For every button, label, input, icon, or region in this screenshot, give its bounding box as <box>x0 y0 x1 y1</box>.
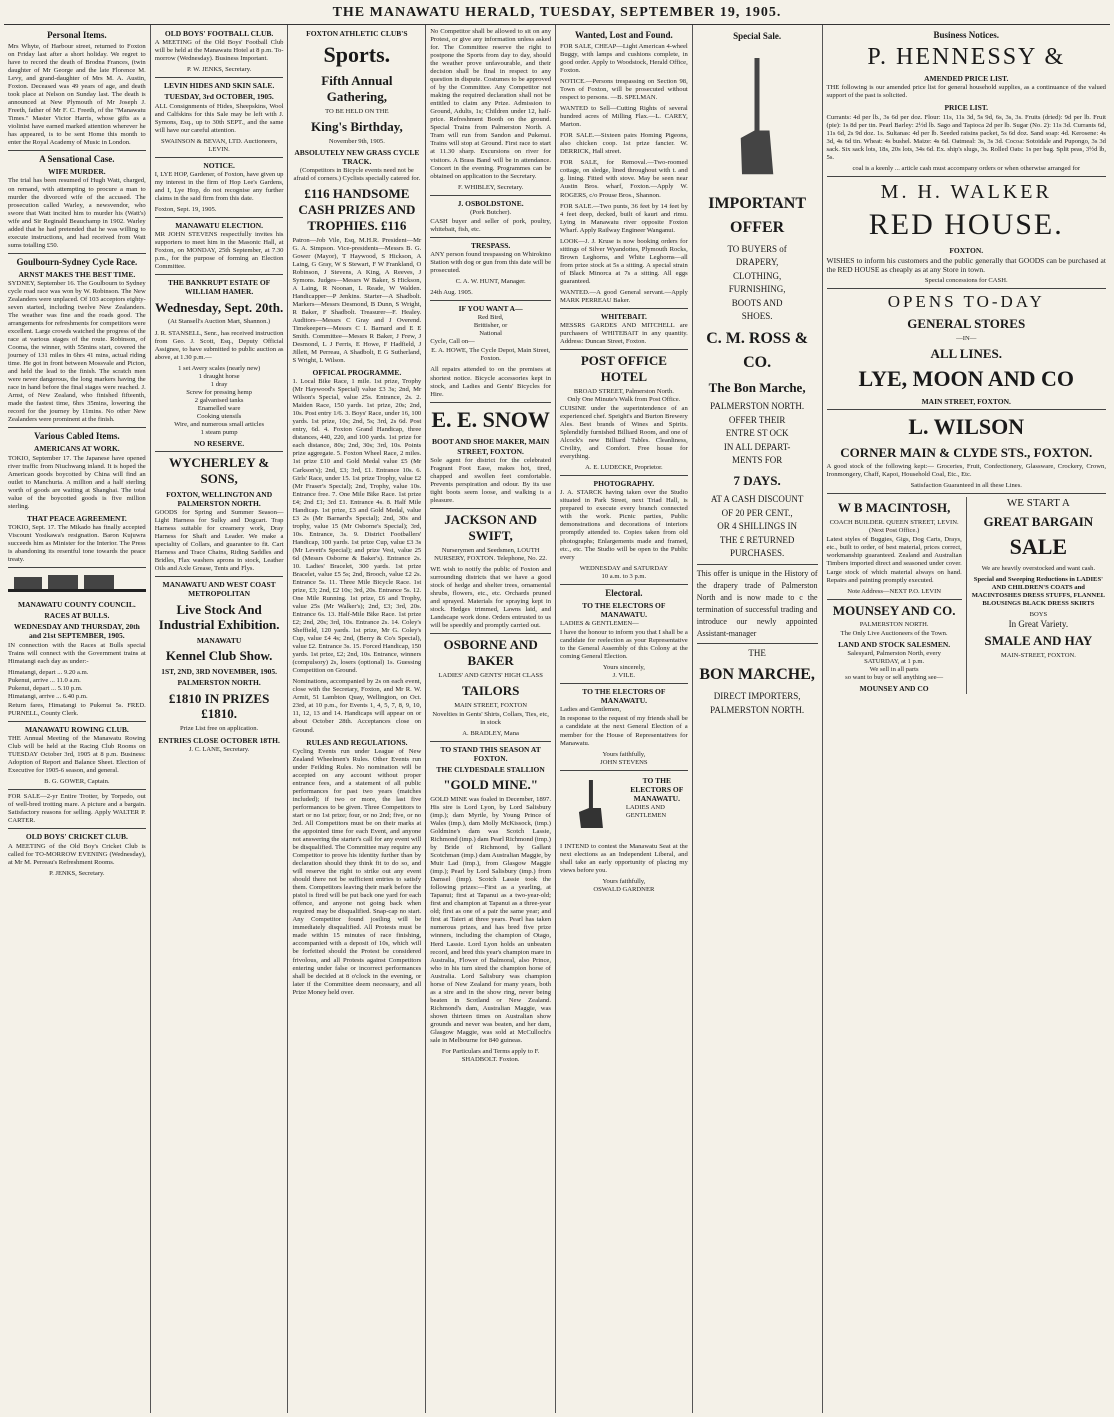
wanted-heading: Wanted, Lost and Found. <box>574 30 673 40</box>
offer2-line: IN ALL DEPART- <box>723 441 791 452</box>
rowing-signature: B. G. GOWER, Captain. <box>44 778 110 786</box>
gold-mine-heading: "GOLD MINE." <box>443 777 538 793</box>
gardner-heading: TO THE ELECTORS OF MANAWATU. <box>630 775 684 803</box>
hennessy-heading: P. HENNESSY & <box>867 43 1066 70</box>
bon-marche: The Bon Marche, <box>708 379 806 395</box>
walker-foxton: FOXTON. <box>949 245 984 255</box>
osboldstone-heading: J. OSBOLDSTONE. <box>457 198 524 208</box>
flax-ad: WANTED to Sell—Cutting Rights of several hundred acres of Milling Flax.—L. CAREY, Marton. <box>560 105 688 129</box>
bike-brand: National <box>479 330 502 338</box>
auction-item: 1 steam pump <box>200 428 238 436</box>
offer-line: TO BUYERS of <box>727 243 787 254</box>
palmerston-2: PALMERSTON NORTH. <box>710 704 805 715</box>
variety: In Great Variety. <box>1008 618 1069 629</box>
kruse-ad: LOOK—J. J. Kruse is now booking orders for sittings of Silver Wyandottes, Plymouth Rocks, Brown Leghorns, and White Leghorns—all from prize stock at 5s a sitting. A special strain of Black Minorca at 7s a sitting. All eggs guaranteed. <box>560 237 688 285</box>
competitors-note: (Competitors in Bicycle events need not be afraid of corners.) Cyclists specially catered for. <box>293 166 421 182</box>
punts-ad: FOR SALE.—Two punts, 36 feet by 14 feet by 4 feet deep, decked, built of kauri and rimu. Lying in Manawatu river opposite Foxton Wharf. Apply Railway Engineer Wanganui. <box>560 202 688 234</box>
osboldstone-text: CASH buyer and seller of pork, poultry, whitebait, fish, etc. <box>430 217 551 233</box>
races-text: IN connection with the Races at Bulls special Trains will connect with the Government trains at Himatangi each day as under:- <box>8 641 146 665</box>
hotel-walk: Only One Minute's Walk from Post Office. <box>567 395 681 403</box>
cycle-title: Goulbourn-Sydney Cycle Race. <box>16 256 138 267</box>
trespass-text: ANY person found trespassing on Whirokino Station with dog or gun from this date will be prosecuted. <box>430 251 551 275</box>
bradley-signature: A. BRADLEY, Mana <box>462 729 519 737</box>
vile-heading: TO THE ELECTORS OF MANAWATU. <box>582 600 666 619</box>
americans-text: TOKIO, September 17. The Japanese have opened river traffic from Niuchwang inland. It is hoped the American goods boycotted by China will find an outlet to Manchuria. A million and a half sterling worth of goods are waiting at Shanghai. The total value of the boycotted goods is five million sterling. <box>8 454 146 510</box>
return-fares: Return fares, Himatangi to Pukenui 5s. FRED. PURNELL, County Clerk. <box>8 701 146 717</box>
auction-item: 1 dray <box>210 380 228 388</box>
football-signature: P. W. JENKS, Secretary. <box>186 66 252 74</box>
offer-line: BOOTS AND <box>731 297 783 308</box>
seven-days: 7 DAYS. <box>733 472 781 488</box>
auction-item: Screw for pressing hemp <box>186 388 252 396</box>
stevens-close: Yours faithfully, <box>602 750 646 758</box>
notice-heading: NOTICE. <box>203 160 235 170</box>
discount-line: OF 20 PER CENT., <box>721 507 793 518</box>
osborne-heading: OSBORNE AND BAKER <box>443 636 538 668</box>
red-house-heading: RED HOUSE. <box>868 208 1064 242</box>
notice-ad: NOTICE.—Persons trespassing on Section 98, Town of Foxton, will be prosecuted without respect to persons. —B. SPELMAN. <box>560 78 688 102</box>
wife-murder-heading: WIFE MURDER. <box>48 167 106 177</box>
macintosh-heading: W B MACINTOSH, <box>837 500 951 516</box>
cricket-text: A MEETING of the Old Boy's Cricket Club is called for TO-MORROW EVENING (Wednesday), at Mr M. Perreau's Refreshment Rooms. <box>8 842 146 866</box>
kennel-dates: 1ST, 2ND, 3RD NOVEMBER, 1905. <box>161 667 277 677</box>
rules-continued: No Competitor shall be allowed to sit on any Protest, or give any information unless asked for. The Committee reserve the right to postpone the Sports from day to day, should the weather prove unfavourable, and their decision shall be final in respect to any question in dispute. Costumes to be approved of by the Committee. Any Competitor not making the required declaration shall not be entitled to claim any Prize. Admission to Ground, Adults, 1s; Children under 12, half-price. Refreshment Booth on the ground. Special Trains from Palmerston North. A Tram will run from Sandon and Pukenui. Trains will stop at Ground. First race to start at 11.30 sharp. Excursions on river for visitors. A Brass Band will be in attendance. Concert in the evening. Programmes can be obtained on application to the Secretary. <box>430 28 551 180</box>
live-stock-heading: Live Stock And Industrial Exhibition. <box>158 601 280 633</box>
fifth-gathering: Fifth Annual Gathering, <box>321 72 393 104</box>
terms: For Particulars and Terms apply to F. SHADBOLT. Foxton. <box>441 1047 540 1063</box>
notice-text: I, LYE HOP, Gardener, of Foxton, have given up my interest in the firm of Hop Lee's Gardens, and I, Lye Hop, do not recognise any further claims in the said firm from this date. <box>154 170 284 202</box>
boot-maker: BOOT AND SHOE MAKER, MAIN STREET, FOXTON. <box>432 437 550 456</box>
photo-hours: 10 a.m. to 3 p.m. <box>601 572 647 580</box>
auction-item: 2 galvanised tanks <box>194 396 244 404</box>
overstocked: We are heavily overstocked and want cash. <box>981 564 1096 572</box>
column-3 <box>288 25 426 1413</box>
hunt-signature: C. A. W. HUNT, Manager. <box>455 278 526 286</box>
lye-address: MAIN STREET, FOXTON. <box>921 396 1011 406</box>
gardner-greeting: LADIES AND GENTLEMEN <box>625 804 667 820</box>
columns <box>4 25 1110 1413</box>
satisfaction: Satisfaction Guaranteed in all these Lines. <box>910 482 1022 490</box>
pointing-hand-icon <box>560 778 622 838</box>
column-1 <box>4 25 151 1413</box>
kings-birthday: King's Birthday, <box>310 118 403 134</box>
sports-date: November 9th, 1905. <box>328 137 385 145</box>
walker-text: WISHES to inform his customers and the public generally that GOODS can be purchased at the RED HOUSE as cheaply as at any Store in town. <box>826 255 1106 275</box>
servant-ad: WANTED.—A good General servant.—Apply MARK PERREAU Baker. <box>560 288 688 304</box>
wilson-corner: CORNER MAIN & CLYDE STS., FOXTON. <box>840 444 1093 460</box>
prizes: £1810 IN PRIZES £1810. <box>168 690 270 722</box>
sensational-title: A Sensational Case. <box>39 154 115 165</box>
cycle-call: Cycle, Call on— <box>430 338 475 346</box>
rules-text: Cycling Events run under League of New Zealand Wheelmen's Rules. Other Events run under Feilding Rules. No nomination will be accepted on any account without proper entrance fees, and a statement of all public performances for past two years (matches included); if two or more, the last five performances to be given. Three Competitors to start or no 1st prize; four, or no 2nd; five, or no 3rd. All Competitors must be on their marks at the appointed time for each Event, and anyone not answering the starter's call for any event will be disqualified. The Committee may require any Competitor to prove his identity further than by declaration should they think fit to do so, and will reserve the right to strike out any event should there not be sufficient entries to satisfy them. Competitors leaving their mark before the pistol is fired will be put back one yard for each offence, and anyone not going back when required may be disqualified. Snap-cap no start. Any Competitor found jostling will be immediately disqualified. All Protests must be made within 15 minutes of race finishing, accompanied with a deposit of 10s, which will be forfeited should the Protest be considered frivolous, and all Protests against Competitors entering under false or incorrect performances shall be decided at 8 o'clock in the evening, or later if the Committee deem necessary, and all Prize Money held over. <box>292 747 422 996</box>
auction-item: 1 set Avery scales (nearly new) <box>178 364 261 372</box>
bike-brand: Brittisher, or <box>473 322 508 330</box>
kennel-heading: Kennel Club Show. <box>165 648 273 664</box>
races-heading: RACES AT BULLS. <box>44 611 110 621</box>
vile-greeting: LADIES & GENTLEMEN— <box>560 619 639 627</box>
pork-butcher: (Pork Butcher). <box>470 208 512 216</box>
programme-text: 1. Local Bike Race, 1 mile. 1st prize, Trophy (Mr Haywood's Special) value £3 3s; 2nd, Mr Wilson's Special, value 25s. Entrance, 2s. 2. Maiden Race, 150 yards. 1st prize, 20s; 2nd, 10s. Post entry 1/6. 3. Boys' Race, under 16, 100 yards. 1st prize, 10s; 2nd, 5s; 3rd, 2s 6d. Post entry, 6d. 4. Foxton Grand Handicap, three distances, 440, 220, and 100 yards. 1st prize for each distance, 80s; 2nd, 30s; 3rd, 10s. Points prize aggregate. 5. Foxton Wheel Race, 2 miles. 1st prize £10 and Gold Medal value £5 (Mr Carkson's); 2nd, £3; 3rd, £1. Entrance 10s. 6. Girls' Race, under 15. 1st prize Trophy, value £2 (Mr Fraser's Special); 2nd, Trophy, value 10s. Entrance free. 7. One Mile Bike Race. 1st prize £4; 2nd £1; 3rd £1. Entrance 4s. 8. Half Mile Handicap. 1st prize, £3 and Gold Medal, value £3 2s (Mr Barnard's Special); 2nd, 30s and trophy, value 15 (Mr Osborne's Special); 3rd, 10s. Entrance, 3s. 9. District Footballers' Handicap, 100 yards. 1st prize Cup, value £3 3s (Mr Levett's Special); and prize Vest, value 25 6d (Messrs Osborne & Baker's). Entrance 2s. 10. Ladies' Bracelet, 300 yards. 1st prize Bracelet, value £5 5s; 2nd, Brooch, value £2 2s. Entrance 5s. 11. Three Mile Bicycle Race. 1st prize, £3; 2nd, £2 10s; 3rd, 20s. Entrance 5s. 12. One Mile Running. 1st prize, £6 and Trophy, value 25s (Mr Walker's); 2nd, £3; 3rd, 20s. Entrance 6s. 13. Half-Mile Bike Race. 1st prize £2; 2nd, 20s; 3rd, 10s. Entrance 2s. 14. Coley's Sheffield, 120 yards. 1st prize, Mr G. Coley's Cup, value £4 4s; 2nd, (Berry & Co's Special), value £2. Entrance 3s. 15. Forced Handicap, 150 yards. 1st prize, £2; 2nd, 10s. Entrance, winners (compulsory) 2s, losers (optional) 1s. Guessing Competition on Ground. <box>292 378 422 675</box>
important-offer: IMPORTANT OFFER <box>708 194 807 236</box>
bike-brand: Red Bird, <box>477 314 504 322</box>
discount-line: AT A CASH DISCOUNT <box>710 494 804 504</box>
races-dates: WEDNESDAY AND THURSDAY, 20th and 21st SEPTEMBER, 1905. <box>13 622 140 641</box>
held-on: TO BE HELD ON THE <box>325 107 389 115</box>
ludecke-signature: A. E. LUDECKE, Proprietor. <box>585 464 663 472</box>
boys: BOYS <box>1029 610 1048 618</box>
levin-heading: LEVIN HIDES AND SKIN SALE. <box>163 81 275 91</box>
smale-heading: SMALE AND HAY <box>984 632 1093 648</box>
smale-address: MAIN-STREET, FOXTON. <box>1000 651 1076 659</box>
track-note: ABSOLUTELY NEW GRASS CYCLE TRACK. <box>294 147 420 166</box>
macintosh-text: Latest styles of Buggies, Gigs, Dog Carts, Drays, etc., built to order, of best material, prices correct, workmanship guaranteed. Zealand and Australian Timbers imported direct and seasoned under cover. Large stock of which material always on hand. Repairs and painting promptly executed. <box>826 536 962 584</box>
time-row: Himatangi, depart ... 9.20 a.m. <box>8 668 89 676</box>
stevens-signature: JOHN STEVENS <box>600 758 648 766</box>
salesyard: Salesyard, Palmerston North, every <box>847 649 941 657</box>
offer2-line: OFFER THEIR <box>728 414 786 425</box>
hennessy-text: THE following is our amended price list for general household supplies, as a continuance of the valued support of the past is solicited. <box>826 84 1106 100</box>
auction-item: Enamelled ware <box>197 404 241 412</box>
kennel-town: PALMERSTON NORTH. <box>177 678 261 688</box>
programme-heading: OFFICAL PROGRAMME. <box>312 368 402 378</box>
pointing-hand-icon <box>732 48 782 188</box>
vile-text: I have the honour to inform you that I shall be a candidate for reelection as your Representative to the General Assembly of this Colony at the coming General Election. <box>560 628 688 661</box>
cottage-ad: FOR SALE, for Removal.—Two-roomed cottage, on sledge, lined throughout with t. and g. lining. Fitted with stove. May be seen near Austin Bros. wharf, Foxton.—Apply W. ROGERS, c/o Prouse Bros., Shannon. <box>560 159 688 199</box>
cricket-signature: P. JENKS, Secretary. <box>49 869 105 877</box>
cricket-heading: OLD BOYS' CRICKET CLUB. <box>25 832 128 842</box>
snow-text: Sole agent for district for the celebrated Fragrant Foot Ease, makes hot, tired, chapped and swollen feet comfortable. Prevents perspiration and odour. By its use tight boots seem loose, and walking is a pleasure. <box>430 456 551 504</box>
stallion-heading: THE CLYDESDALE STALLION <box>436 764 545 774</box>
great-bargain: GREAT BARGAIN <box>983 513 1094 529</box>
buy-sell: so want to buy or sell anything see— <box>845 673 944 681</box>
general-stores: GENERAL STORES <box>907 315 1026 331</box>
jackson-heading: JACKSON AND SWIFT, <box>444 511 538 543</box>
levin-text: ALL Consignments of Hides, Sheepskins, Wool and Calfskins for this Sale may be left with J. Symons, Esq., up to 30th SEPT., and the same will have our careful attention. <box>154 102 284 134</box>
bon-marche-2: BON MARCHE, <box>699 666 815 683</box>
stevens-heading: TO THE ELECTORS OF MANAWATU. <box>582 687 666 706</box>
cycle-subheading: ARNST MAKES THE BEST TIME. <box>18 269 136 279</box>
stansell-text: J. R. STANSELL, Senr., has received instruction from Geo. J. Scott, Esq., Deputy Official Assignee, to have submitted to public auction as above, at 1.30 p.m.— <box>154 329 284 361</box>
bankrupt-place: (At Stansell's Auction Mart, Shannon.) <box>167 318 271 326</box>
auction-items <box>155 365 284 437</box>
offer2-line: ENTRE ST OCK <box>725 428 789 438</box>
land-stock: LAND AND STOCK SALESMEN. <box>838 639 951 649</box>
bottom-ads <box>827 497 1106 693</box>
time-row: Pukenui, depart ... 5.10 p.m. <box>8 684 83 692</box>
palmerston: PALMERSTON NORTH. <box>710 401 805 411</box>
howe-address: E. A. HOWE, The Cycle Depot, Main Street, Foxton. <box>431 347 551 363</box>
time-row: Pukenui, arrive ... 11.0 a.m. <box>8 676 81 684</box>
pigeons-ad: FOR SALE.—Sixteen pairs Homing Pigeons, also chicken coop. 1st prize fancier. W. DERRICK, Hall street. <box>560 132 688 156</box>
nominations: Nominations, accompanied by 2s on each event, close with the Secretary, Foxton, and Mr R. W. Armit, 51 Lambton Quay, Wellington, on Oct. 23rd, at 10 p.m., for Events 1, 4, 5, 7, 8, 9, 10, 11, 12, 13 and 14. Handicaps will appear on or about October 28th. Acceptances close on Ground. <box>292 678 422 734</box>
mounsey-town: PALMERSTON NORTH. <box>859 621 929 629</box>
election-heading: MANAWATU ELECTION. <box>175 221 263 231</box>
americans-heading: AMERICANS AT WORK. <box>34 444 120 454</box>
offer2-line: MENTS FOR <box>732 455 783 465</box>
column-7 <box>823 25 1110 1413</box>
business-heading: Business Notices. <box>933 30 999 40</box>
officers: Patron—Job Vile, Esq, M.H.R. President—Mr G. A. Simpson. Vice-presidents—Messrs B. G. Gower (Mayor), T Haywood, S Hickson, A Laing, G Gray, W S Stewart, F W Frankland, O Robinson, J Stevens, A King, A Reeves, J Symons. Judges—Messrs W Baker, S Hickson, A Laing, R Noonan, L Reade, W Walden. Handicapper—P Jenkins. Starter—A Shadbolt. Markers—Messrs Desmond, B Dunn, S Wright, R Baker, F Shadbolt. Treasurer—F. Healey. Auditors—Messrs C Gray and J Overend. Timekeepers—Messrs C I. Barnard and E E Smith. Committee—Messrs R Baker, J Frew, J Desmond, L J Ferris, E Howe, F Hadfield, J Jillett, M Perreau, A Shadbolt, E G Sutherland, S Wright, L Wilson. <box>292 236 422 364</box>
peace-heading: THAT PEACE AGREEMENT. <box>26 513 127 523</box>
levin-date: TUESDAY, 3rd OCTOBER, 1905. <box>164 92 274 102</box>
right-ads <box>966 497 1106 693</box>
direct-importers: DIRECT IMPORTERS, <box>713 691 801 701</box>
notice-date: Foxton, Sept. 19, 1905. <box>154 206 217 213</box>
whitebait-heading: WHITEBAIT. <box>600 311 647 321</box>
left-ads <box>827 497 962 693</box>
start-a: WE START A <box>1006 497 1070 510</box>
column-2 <box>151 25 289 1413</box>
bike-list <box>430 314 551 338</box>
auction-item: 1 draught horse <box>198 372 240 380</box>
prize-list: Prize List free on application. <box>180 725 259 733</box>
murder-text: The trial has been resumed of Hugh Watt, charged, on remand, with attempting to procure a man to murder the divorced wife of the accused. The prosecution called Warley, a newsvendor, who swore that Watt incited him to murder his (Watt's) wife and Sir Reginald Beauchamp in 1902. Warley added that he had pretended that he was willing to execute instructions, and had received from Watt sums totalling £50. <box>8 177 146 249</box>
athletic-heading: FOXTON ATHLETIC CLUB'S <box>306 29 408 38</box>
time-row: Himatangi, arrive ... 6.40 p.m. <box>8 692 88 700</box>
wycherley-text: GOODS for Spring and Summer Season— Light Harness for Sulky and Dogcart. Trap Harness suitable for creamery work, Dray Harness for Shaft and Leader. We make a speciality of Collars, and guarantee to fit. Cart Harness and Trace Chains, Riding Saddles and Bridles, Flax washers aprons in stock, Leather Oils and Axle Grease, Tents and Flys. <box>154 509 284 573</box>
discount-line: PURCHASES. <box>729 548 785 558</box>
amended-heading: AMENDED PRICE LIST. <box>924 74 1009 84</box>
whibley-signature: F. WHIBLEY, Secretary. <box>457 183 524 191</box>
no-reserve: NO RESERVE. <box>194 438 245 448</box>
offer-line: SHOES. <box>741 311 773 321</box>
wycherley-heading: WYCHERLEY & SONS, <box>168 455 270 486</box>
auction-item: Cooking utensils <box>196 412 242 420</box>
whitebait-text: MESSRS GARDES AND MITCHELL are purchasers of WHITEBAIT in any quantity. Address: Duncan Street, Foxton. <box>560 322 688 346</box>
hotel-address: BROAD STREET, Palmerston North. <box>573 387 674 395</box>
jackson-text: WE wish to notify the public of Foxton and surrounding districts that we have a good stock of hedge and shelter trees, ornamental shrubs, flowers, etc., etc. Orchards pruned and sprayed. Materials for spraying kept in stock. Hedges trimmed, Lawns laid, and Landscape work done. Orders entrusted to us will be speedily and promptly carried out. <box>430 565 551 629</box>
offer-line: DRAPERY, <box>735 257 779 267</box>
opens-today: OPENS TO-DAY <box>887 292 1045 312</box>
election-text: MR JOHN STEVENS respectfully invites his supporters to meet him in the Masonic Hall, at Foxton, on MONDAY, 25th September, at 7.30 p.m., for the purpose of forming an Election Committee. <box>154 231 284 271</box>
stallion-text: GOLD MINE was foaled in December, 1897. His sire is Lord Lyon, by Lord Salisbury (imp.); dam Myrtle, by Young Prince of Wales (imp.), dam Molly McKissock, (imp.) Goldmine's dam was Scotch Lassie, Richmond (imp.) dam Pearl Richmond (imp.) by Bride of Richmond, by Gallant Scotchman (imp.) dam Australian Maggie, by Muir Lad (imp.), from Glasgow Maggie (imp.); Pearl by Lord Salisbury (imp.) from Damsel (imp). Scotch Lassie took the following prizes:—First as a yearling, at Tapanui; first at Tapanui as a two-year-old; first and champion at Tapanui as a three-year old; first as one of a pair the same year; and first at Taieri at three years. Pearl has taken numerous prizes, and has bred five prize winners, including the champion of Otago, Herd Lassie. Lord Lyon holds an unbeaten record, and bred this year's champion mare in Australia, Flower of Balmoral, also Prince, who in his turn sired the champion horse of Australia. Lord Salisbury was champion horse of New Zealand for many years, both as a sire and in the show ring, never being beaten in Scotland or New Zealand. Richmond's dam, Australian Maggie, was shown thirteen times on Australian show grounds and never was beaten, and her dam, Glasgow Maggie, was sold at McCulloch's sale in Melbourne for 840 guineas. <box>430 795 551 1044</box>
council-heading: MANAWATU COUNTY COUNCIL. <box>18 600 136 610</box>
kennel-signature: J. C. LANE, Secretary. <box>188 746 250 754</box>
wilson-text: A good stock of the following kept:— Groceries, Fruit, Confectionery, Glassware, Crockery, Crown, Ironmongery, Chaff, Kapoi, Household Coal, Etc., Etc. <box>826 463 1106 479</box>
offer-line: CLOTHING, <box>733 270 782 281</box>
unique-offer: This offer is unique in the History of the drapery trade of Palmerston North and is now made to c the termination of successful trading and introduce our newly appointed Assistant-manager <box>696 568 818 638</box>
the-label: THE <box>748 647 766 658</box>
macintosh-sub: COACH BUILDER. QUEEN STREET, LEVIN. (Next Post Office.) <box>829 519 959 535</box>
sale-heading: SALE <box>1009 533 1068 559</box>
sports-heading: Sports. <box>323 42 391 68</box>
gardner-signature: OSWALD GARDNER <box>593 885 655 893</box>
hunt-date: 24th Aug. 1905. <box>430 289 473 297</box>
column-5 <box>556 25 693 1413</box>
tailors-heading: TAILORS <box>461 682 520 698</box>
repairs-text: All repairs attended to on the premises at shortest notice. Bicycle accessories kept in stock, and Ladies and Gents' Bicycles for Hire. <box>430 366 551 398</box>
stevens-greeting: Ladies and Gentlemen, <box>560 706 621 714</box>
photo-text: J. A. STARCK having taken over the Studio situated in Park Street, next Triad Hall, is prepared to execute every branch connected with the work. Picnic parties, Public demonstrations and decorations of interiors promptly attended to. Copies taken from old photographs; Enlargements made and framed, etc., etc. The Studio will be open to the Public every <box>560 489 688 561</box>
macintosh-address: Note Address—NEXT P.O. LEVIN <box>847 587 942 595</box>
football-heading: OLD BOYS' FOOTBALL CLUB. <box>164 29 274 38</box>
electoral-heading: Electoral. <box>605 587 643 598</box>
photo-heading: PHOTOGRAPHY. <box>593 479 655 489</box>
in-label: —IN— <box>956 334 977 342</box>
coal-note: coal is a keenly ... article cash must accompany orders or when otherwise arranged for <box>852 164 1081 172</box>
discount-line: THE £ RETURNED <box>719 534 795 545</box>
levin-signature: SWAINSON & BEVAN, LTD. Auctioneers, LEVIN. <box>160 137 278 153</box>
saturday: SATURDAY, at 1 p.m. <box>864 657 925 665</box>
rowing-text: THE Annual Meeting of the Manawatu Rowing Club will be held at the Racing Club Rooms on TUESDAY October 3rd, 1905 at 8 p.m. Business: Adoption of Report and Balance Sheet. Election of Executive for 1905-6 season, and general. <box>8 735 146 775</box>
special-sale-heading: Special Sale. <box>733 31 782 41</box>
cycle-text: SYDNEY, September 16. The Goulbourn to Sydney cycle road race was won by W. Robinson. The New Zealanders were unplaced. Of 103 acceptors eighty-seven started, including twelve New Zealanders. The weather was fine and the roads good. The arrangements for refreshments for competitors were excellent. Large crowds watched the progress of the race at various stages of the route. Robinson, of Cooma, the winner, with 55mins start, covered the journey of 131 miles in 6hrs 41 mins, actual riding time. He got in front between Mossvale and Picton, and held the lead to the finish. The scratch men were never dangerous, the long markers having the race in hand before the final stages were reached. J. Arnst, of New Zealand, who finished fifteenth, made the fastest time, 6hrs 35mins, lowering the record for the journey by 11mins. No other New Zealanders were prominent at the finish. <box>8 279 146 424</box>
mounsey-heading: MOUNSEY AND CO. <box>832 602 956 618</box>
gardner-close: Yours faithfully, <box>602 877 646 885</box>
photo-days: WEDNESDAY and SATURDAY <box>579 564 669 572</box>
mounsey-signature: MOUNSEY AND CO <box>859 683 929 693</box>
sell-all: We sell in all parts <box>869 665 919 673</box>
auction-item: Wire, and numerous small articles <box>174 420 265 428</box>
bankrupt-heading: THE BANKRUPT ESTATE OF WILLIAM HAMER. <box>167 278 271 297</box>
masthead: THE MANAWATU HERALD, TUESDAY, SEPTEMBER 19, 1905. <box>4 2 1110 25</box>
cabled-title: Various Cabled Items. <box>34 431 120 442</box>
stand-heading: TO STAND THIS SEASON AT FOXTON. <box>440 744 541 763</box>
offer-line: FURNISHING, <box>728 284 786 294</box>
rowing-heading: MANAWATU ROWING CLUB. <box>24 724 129 734</box>
personal-text: Mrs Whyte, of Harbour street, returned to Foxton on Friday last after a short holiday. We regret to have to record the death of Brodna Frances, (twin daughter of Mr George and the late Florence M. Levy, and grand-daughter of Mrs M. A. Austin, Foxton. Deceased was 49 years of age, and death took place at Nelson on Sunday last. The death is announced at New Plymouth of Mr Joseph J. Freeth, father of Mr F. C. Freeth, of the "Manawatu Times." Master Victor Harris, whose gifts as a violinist have earned marked attention wherever he has appeared, is to be sent Home this month to enter the Royal Academy of Music in London. <box>8 42 146 147</box>
column-4 <box>426 25 556 1413</box>
want-heading: IF YOU WANT A— <box>458 304 523 314</box>
cash-concessions: Special concessions for CASH. <box>924 277 1008 285</box>
all-lines: ALL LINES. <box>930 345 1003 361</box>
trespass-heading: TRESPASS. <box>470 240 511 250</box>
vile-signature: J. VILE. <box>612 672 636 680</box>
ross-heading: C. M. ROSS & CO. <box>706 329 809 371</box>
vile-close: Yours sincerely, <box>602 664 645 672</box>
nursery-line: Nurserymen and Seedsmen, LOUTH NURSERY, FOXTON. Telephone, No. 22. <box>434 546 548 562</box>
buggy-ad: FOR SALE, CHEAP—Light American 4-wheel Buggy, with lamps and cushions complete, in good order. Apply to Woodstock, Herald Office, Foxton. <box>560 42 688 75</box>
train-illustration <box>8 571 146 597</box>
tailors-address: MAIN STREET, FOXTON <box>454 701 528 709</box>
snow-heading: E. E. SNOW <box>431 406 550 432</box>
rules-heading: RULES AND REGULATIONS. <box>306 737 408 747</box>
trotter-ad: FOR SALE—2-yr Entire Trotter, by Torpedo, out of well-bred trotting mare. A picture and a bargain. Satisfactory reasons for selling. Apply WALTER P. CARTER. <box>8 793 146 825</box>
personal-title: Personal Items. <box>47 30 107 40</box>
peace-text: TOKIO, Sept. 17. The Mikado has finally accepted Viscount Yosikawa's resignation. Baron Kujuwra succeeds him as Minister for the Interior. The Press is abandoning its resentful tone towards the peace treaty. <box>8 523 146 564</box>
hotel-heading: POST OFFICE HOTEL <box>580 353 667 384</box>
walker-heading: M. H. WALKER <box>880 180 1052 203</box>
entries-close: ENTRIES CLOSE OCTOBER 18TH. <box>158 736 280 746</box>
wycherley-sub: FOXTON, WELLINGTON AND PALMERSTON NORTH. <box>166 489 273 508</box>
cash-prizes: £116 HANDSOME CASH PRIZES AND TROPHIES. £116 <box>298 185 416 233</box>
stevens-text: In response to the request of my friends shall be a candidate at the next General Election of a member for the House of Representatives for Manawatu. <box>560 715 688 747</box>
kennel-place: MANAWATU <box>196 636 242 646</box>
gardner-block <box>560 774 688 842</box>
west-coast-heading: MANAWATU AND WEST COAST METROPOLITAN <box>162 580 276 599</box>
wilson-heading: L. WILSON <box>908 413 1025 439</box>
gardner-text: I INTEND to contest the Manawatu Seat at the next elections as an Independent Liberal, and shall take an early opportunity of placing my views before you. <box>560 842 688 874</box>
lye-moon-heading: LYE, MOON AND CO <box>858 365 1075 391</box>
bankrupt-date: Wednesday, Sept. 20th. <box>154 299 284 315</box>
mounsey-text: The Only Live Auctioneers of the Town. <box>840 629 948 637</box>
novelties: Novelties in Gents' Shirts, Collars, Ties, etc, in stock <box>432 710 549 726</box>
column-6 <box>693 25 823 1413</box>
tailors-sub: LADIES' AND GENTS' HIGH CLASS <box>438 671 543 679</box>
train-times <box>8 669 146 701</box>
reductions: Special and Sweeping Reductions in LADIES' AND CHILDREN'S COATS and MACINTOSHES DRESS STUFFS, FLANNEL BLOUSINGS BLACK DRESS SKIRTS <box>971 575 1105 607</box>
hotel-text: CUISINE under the superintendence of an experienced chef. Speight's and Burton Brewery Ales. Best brands of Wines and Spirits. Splendidly furnished Billiard Room, and one of Alcock's new Billiard Tables. Cleanliness, Civility, and Comfort. Free house for everything. <box>560 404 688 461</box>
prices: Currants: 4d per lb., 3s 6d per doz. Flour: 11s, 11s 3d, 5s 9d, 6s, 3s, 3s. Fruits (dried): 9d per lb. Fruit (pie): 1s 8d per tin. Pearl Barley: 2½d lb. Sago and Tapioca 2d per lb. Sugar (No. 2): 11s 3d. Currants 6d, 11s 6d, 2s 9d doz. 1s. Sultanas: 4d per lb. Seeded raisins packet, 5s 6d doz. Sand soap: 4d. Kerosene: 4s 3d, 4s 6d tin. Wheat: 4s bushel. Maize: 4s 6d. Oatmeal: 3s, 3s 3d. Cocoa: Sotoidale and Pupongo, 3s 3d sack. Six sack lots, 18s, 20s lots, 34s 6d. Ex. ship's slugs, 3s. Rolled Oats: 1s per bag. Split peas, 3½d lb, 5s. <box>826 113 1106 161</box>
price-list-heading: PRICE LIST. <box>944 103 989 113</box>
discount-line: OR 4 SHILLINGS IN <box>717 521 797 531</box>
football-text: A MEETING of the Old Boys' Football Club will be held at the Manawatu Hotel at 8 p.m. To-morrow (Wednesday). Business Important. <box>154 39 284 63</box>
